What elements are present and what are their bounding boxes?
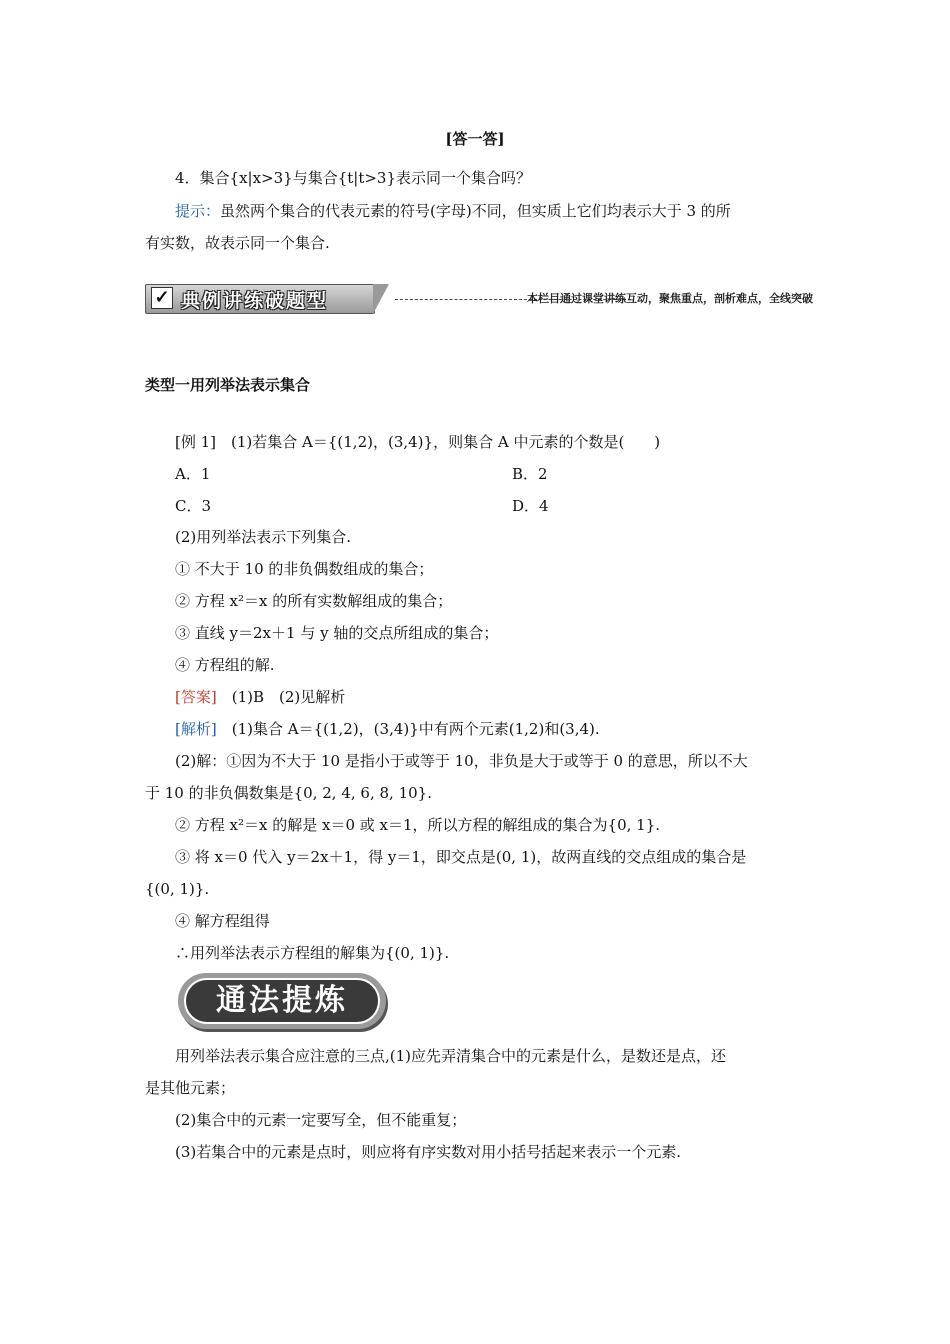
method-line-3: (3)若集合中的元素是点时，则应将有序实数对用小括号括起来表示一个元素. (175, 1143, 682, 1161)
banner-title: 典例讲练破题型 (181, 290, 329, 312)
answer-heading: [答一答] (445, 130, 505, 148)
hint-line-2: 有实数，故表示同一个集合. (145, 234, 330, 252)
analysis-text: (1)集合 A＝{(1,2)，(3,4)}中有两个元素(1,2)和(3,4). (216, 720, 600, 738)
solution-1a: (2)解：①因为不大于 10 是指小于或等于 10，非负是大于或等于 0 的意思，所以不大 (175, 752, 748, 770)
example1-stem: [例 1] (1)若集合 A＝{(1,2)，(3,4)}，则集合 A 中元素的个数是( ) (175, 433, 661, 451)
option-d: D．4 (512, 497, 549, 515)
example1-part2: (2)用列举法表示下列集合. (175, 528, 352, 546)
check-icon: ✓ (151, 287, 173, 309)
option-b: B．2 (512, 465, 548, 483)
example1-item-4: ④ 方程组的解. (175, 656, 275, 674)
option-a: A．1 (175, 465, 211, 483)
banner-tail (373, 284, 389, 314)
solution-5: ∴用列举法表示方程组的解集为{(0, 1)}. (175, 944, 450, 962)
analysis-label: [解析] (175, 720, 217, 738)
example1-item-1: ① 不大于 10 的非负偶数组成的集合； (175, 560, 434, 578)
method-line-2: (2)集合中的元素一定要写全，但不能重复； (175, 1111, 467, 1129)
answer-line (175, 686, 345, 708)
hint-text-1: 虽然两个集合的代表元素的符号(字母)不同，但实质上它们均表示大于 3 的所 (220, 202, 731, 220)
method-badge-label: 通法提炼 (184, 978, 380, 1024)
example1-item-3: ③ 直线 y＝2x＋1 与 y 轴的交点所组成的集合； (175, 624, 499, 642)
solution-1b: 于 10 的非负偶数集是{0, 2, 4, 6, 8, 10}. (145, 784, 432, 802)
answer-label: [答案] (175, 688, 217, 706)
solution-3b: {(0, 1)}. (145, 880, 210, 898)
solution-2: ② 方程 x²＝x 的解是 x＝0 或 x＝1，所以方程的解组成的集合为{0, 1}. (175, 816, 661, 834)
hint-label: 提示： (175, 202, 221, 220)
hint-line-1 (175, 200, 731, 222)
question-4: 4．集合{x|x>3}与集合{t|t>3}表示同一个集合吗？ (175, 169, 532, 187)
example1-item-2: ② 方程 x²＝x 的所有实数解组成的集合； (175, 592, 453, 610)
method-line-1b: 是其他元素； (145, 1079, 236, 1097)
banner-note: 本栏目通过课堂讲练互动，聚焦重点，剖析难点，全线突破 (527, 292, 813, 305)
analysis-line (175, 718, 600, 740)
type1-heading: 类型一用列举法表示集合 (145, 376, 311, 394)
solution-3a: ③ 将 x＝0 代入 y＝2x＋1，得 y＝1，即交点是(0, 1)，故两直线的交点组成的集合是 (175, 848, 747, 866)
section-banner (145, 284, 813, 314)
method-badge (178, 973, 386, 1029)
answer-text: (1)B (2)见解析 (216, 688, 346, 706)
solution-4: ④ 解方程组得 (175, 912, 270, 930)
method-line-1a: 用列举法表示集合应注意的三点,(1)应先弄清集合中的元素是什么，是数还是点，还 (175, 1047, 727, 1065)
option-c: C．3 (175, 497, 212, 515)
